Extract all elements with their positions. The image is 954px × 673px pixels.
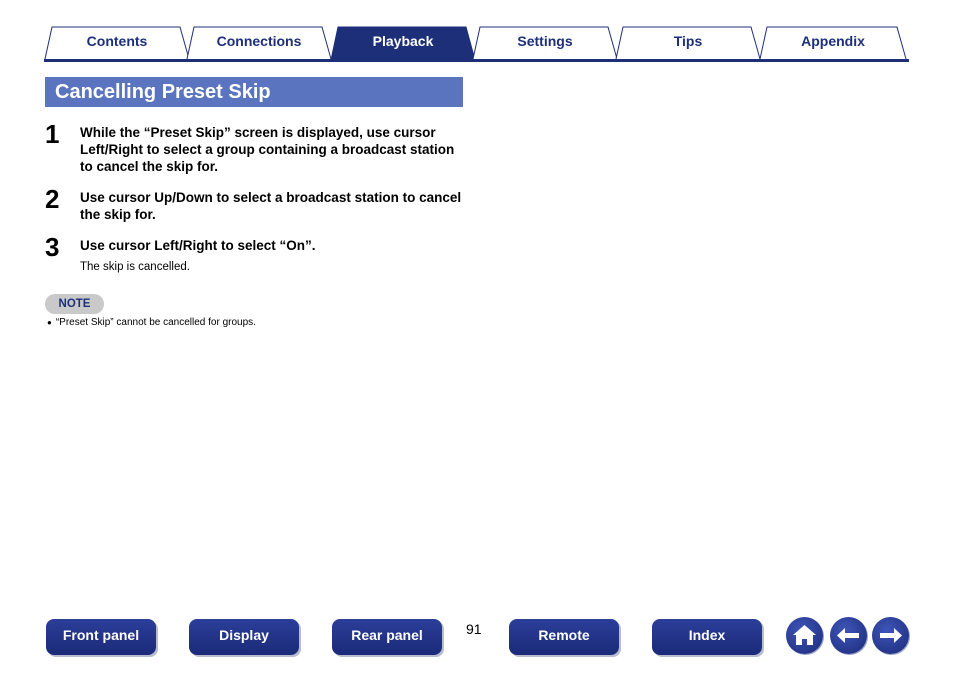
note-item: [47, 317, 256, 329]
tab-label: Contents: [86, 33, 148, 49]
tab-settings[interactable]: [472, 26, 618, 60]
tab-label: Playback: [372, 33, 434, 49]
tab-contents[interactable]: [44, 26, 190, 60]
rear-panel-button[interactable]: Rear panel: [332, 619, 442, 655]
step-text: Use cursor Up/Down to select a broadcast station to cancel the skip for.: [80, 190, 462, 222]
tab-bar: [44, 26, 909, 62]
remote-button[interactable]: Remote: [509, 619, 619, 655]
tab-playback[interactable]: [330, 26, 476, 60]
tab-underline: [44, 59, 909, 62]
back-button[interactable]: [830, 617, 867, 654]
back-arrow-icon: [830, 617, 867, 654]
step-text: Use cursor Left/Right to select “On”.: [80, 238, 316, 253]
step-1: [45, 119, 465, 176]
index-button[interactable]: Index: [652, 619, 762, 655]
tab-label: Tips: [673, 33, 703, 49]
tab-appendix[interactable]: [759, 26, 907, 60]
bullet-icon: ●: [47, 318, 52, 327]
forward-arrow-icon: [872, 617, 909, 654]
note-text: “Preset Skip” cannot be cancelled for groups.: [55, 317, 256, 328]
step-3: [45, 232, 465, 277]
step-number: 3: [45, 232, 60, 262]
page-number: 91: [466, 621, 482, 637]
note-badge: NOTE: [45, 294, 104, 314]
tab-tips[interactable]: [615, 26, 761, 60]
home-button[interactable]: [786, 617, 823, 654]
step-text: While the “Preset Skip” screen is displayed, use cursor Left/Right to select a group containing a broadcast station to cancel the skip for.: [80, 125, 455, 174]
tab-label: Appendix: [801, 33, 865, 49]
tab-label: Settings: [517, 33, 573, 49]
home-icon: [786, 617, 823, 654]
section-title: Cancelling Preset Skip: [45, 77, 463, 107]
step-2: [45, 184, 465, 225]
forward-button[interactable]: [872, 617, 909, 654]
step-number: 1: [45, 119, 60, 149]
step-subtext: The skip is cancelled.: [80, 261, 190, 273]
display-button[interactable]: Display: [189, 619, 299, 655]
front-panel-button[interactable]: Front panel: [46, 619, 156, 655]
tab-connections[interactable]: [186, 26, 332, 60]
tab-label: Connections: [216, 33, 302, 49]
step-number: 2: [45, 184, 60, 214]
